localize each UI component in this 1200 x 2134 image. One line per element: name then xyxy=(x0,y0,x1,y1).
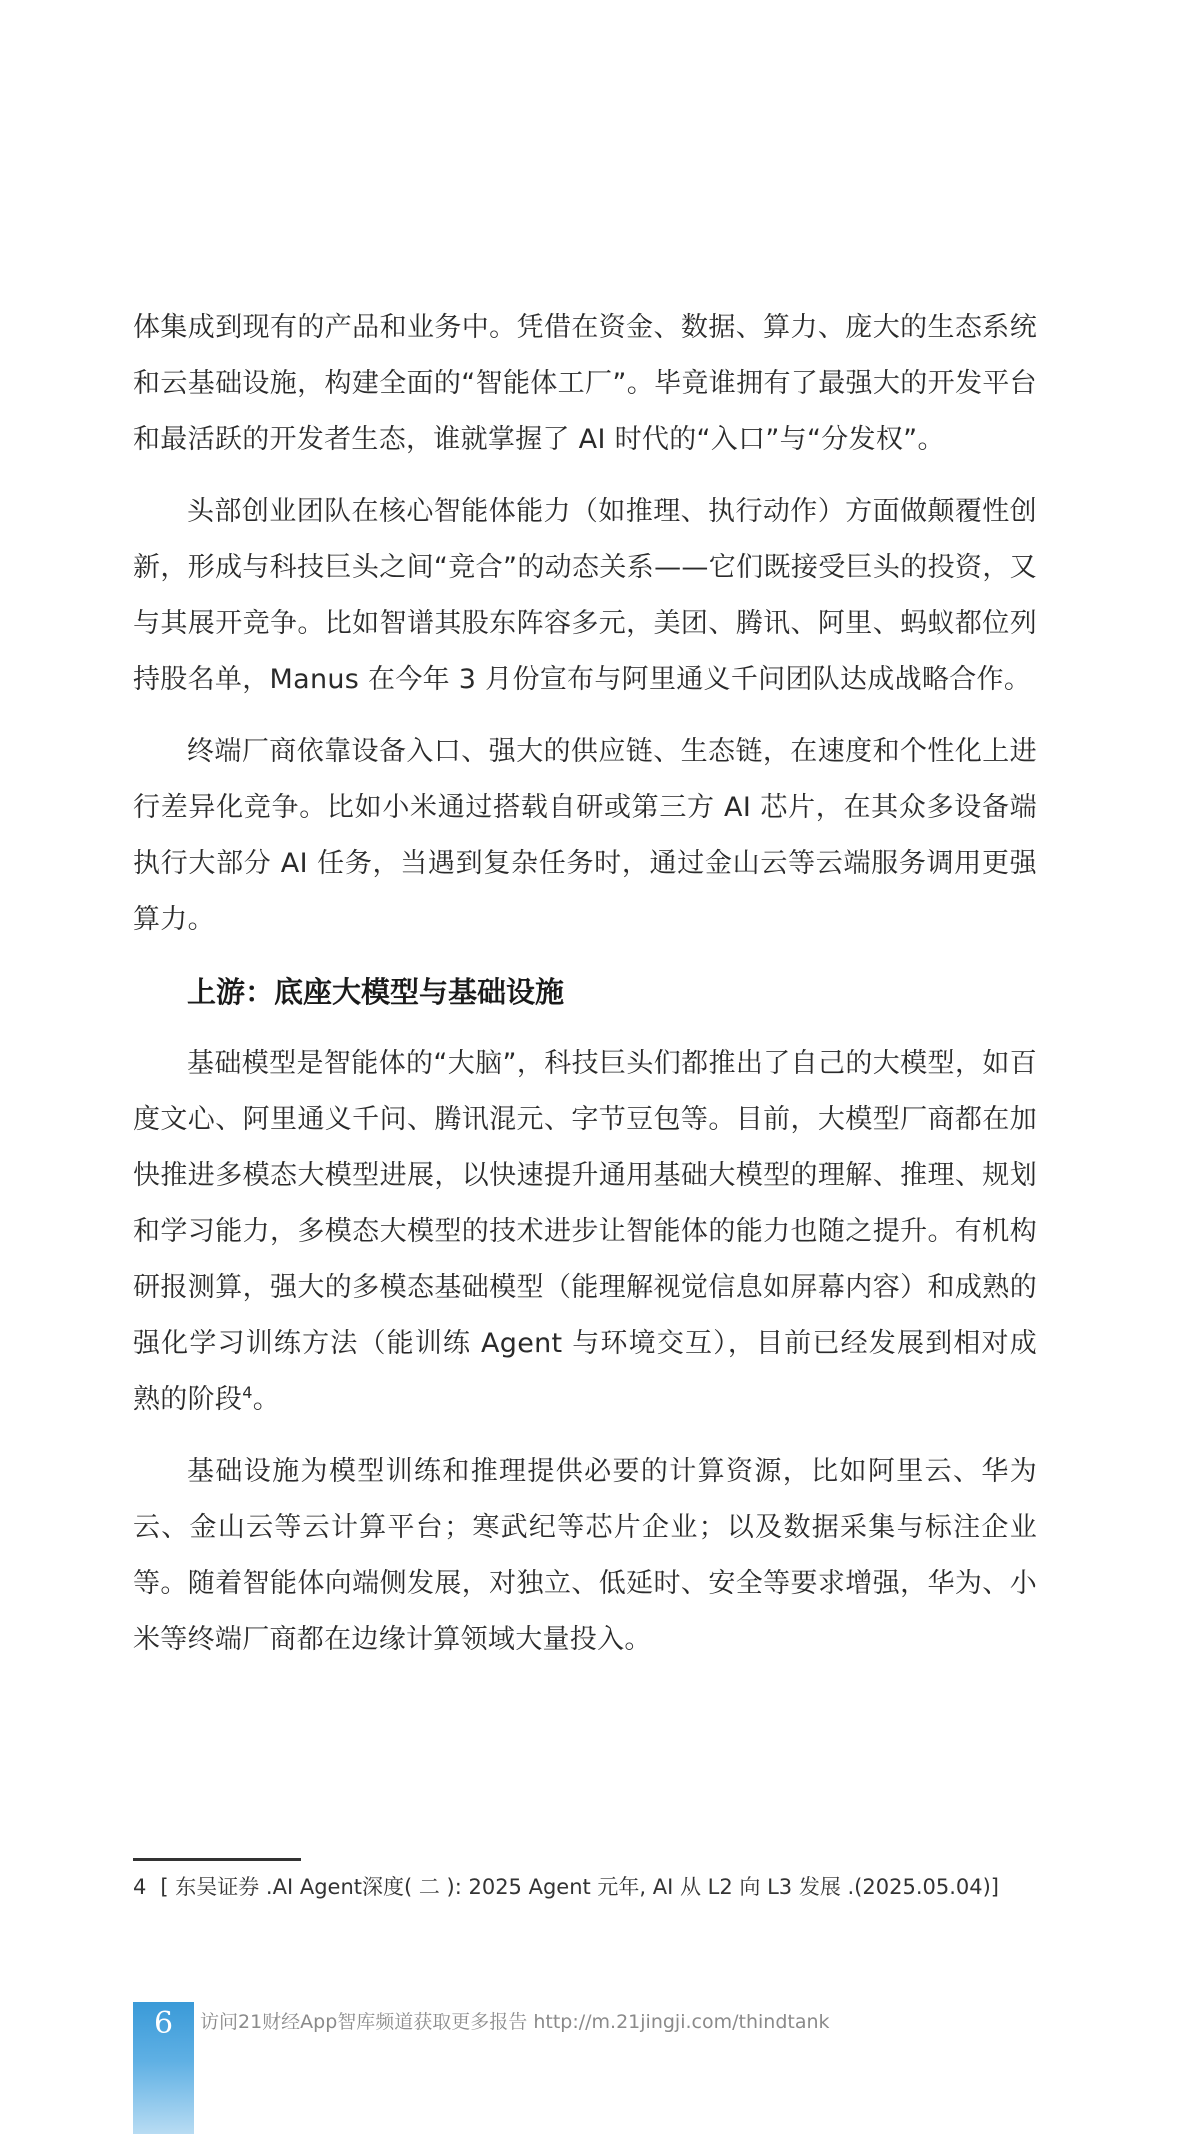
paragraph-4-end: 。 xyxy=(252,1384,280,1415)
body-content xyxy=(133,300,1037,1668)
footnote xyxy=(133,1872,1053,1902)
paragraph-5: 基础设施为模型训练和推理提供必要的计算资源，比如阿里云、华为云、金山云等云计算平台；寒武纪等芯片企业；以及数据采集与标注企业等。随着智能体向端侧发展，对独立、低延时、安全等要求增强，华为、小米等终端厂商都在边缘计算领域大量投入。 xyxy=(133,1456,1037,1655)
paragraph-4-text: 基础模型是智能体的“大脑”，科技巨头们都推出了自己的大模型，如百度文心、阿里通义千问、腾讯混元、字节豆包等。目前，大模型厂商都在加快推进多模态大模型进展，以快速提升通用基础大模型的理解、推理、规划和学习能力，多模态大模型的技术进步让智能体的能力也随之提升。有机构研报测算，强大的多模态基础模型（能理解视觉信息如屏幕内容）和成熟的强化学习训练方法（能训练 Agent 与环境交互），目前已经发展到相对成熟的阶段 xyxy=(133,1048,1037,1415)
paragraph-2: 头部创业团队在核心智能体能力（如推理、执行动作）方面做颠覆性创新，形成与科技巨头之间“竞合”的动态关系——它们既接受巨头的投资，又与其展开竞争。比如智谱其股东阵容多元，美团、腾讯、阿里、蚂蚁都位列持股名单，Manus 在今年 3 月份宣布与阿里通义千问团队达成战略合作。 xyxy=(133,496,1037,695)
footnote-reference[interactable]: 4 xyxy=(242,1383,253,1402)
footnote-text: [ 东吴证券 .AI Agent深度( 二 ): 2025 Agent 元年, AI 从 L2 向 L3 发展 .(2025.05.04)] xyxy=(160,1875,999,1899)
paragraph-4 xyxy=(133,1036,1037,1428)
footnote-divider xyxy=(133,1858,301,1861)
page-number-tab xyxy=(133,2002,194,2134)
section-heading: 上游：底座大模型与基础设施 xyxy=(187,975,565,1009)
footer-link-text[interactable]: 访问21财经App智库频道获取更多报告 http://m.21jingji.com/thindtank xyxy=(200,2011,830,2033)
paragraph-1: 体集成到现有的产品和业务中。凭借在资金、数据、算力、庞大的生态系统和云基础设施，构建全面的“智能体工厂”。毕竟谁拥有了最强大的开发平台和最活跃的开发者生态，谁就掌握了 AI 时代的“入口”与“分发权”。 xyxy=(133,312,1037,455)
footnote-number: 4 xyxy=(133,1875,147,1899)
paragraph-3: 终端厂商依靠设备入口、强大的供应链、生态链，在速度和个性化上进行差异化竞争。比如小米通过搭载自研或第三方 AI 芯片，在其众多设备端执行大部分 AI 任务，当遇到复杂任务时，通过金山云等云端服务调用更强算力。 xyxy=(133,736,1037,935)
page-number: 6 xyxy=(153,2006,174,2041)
